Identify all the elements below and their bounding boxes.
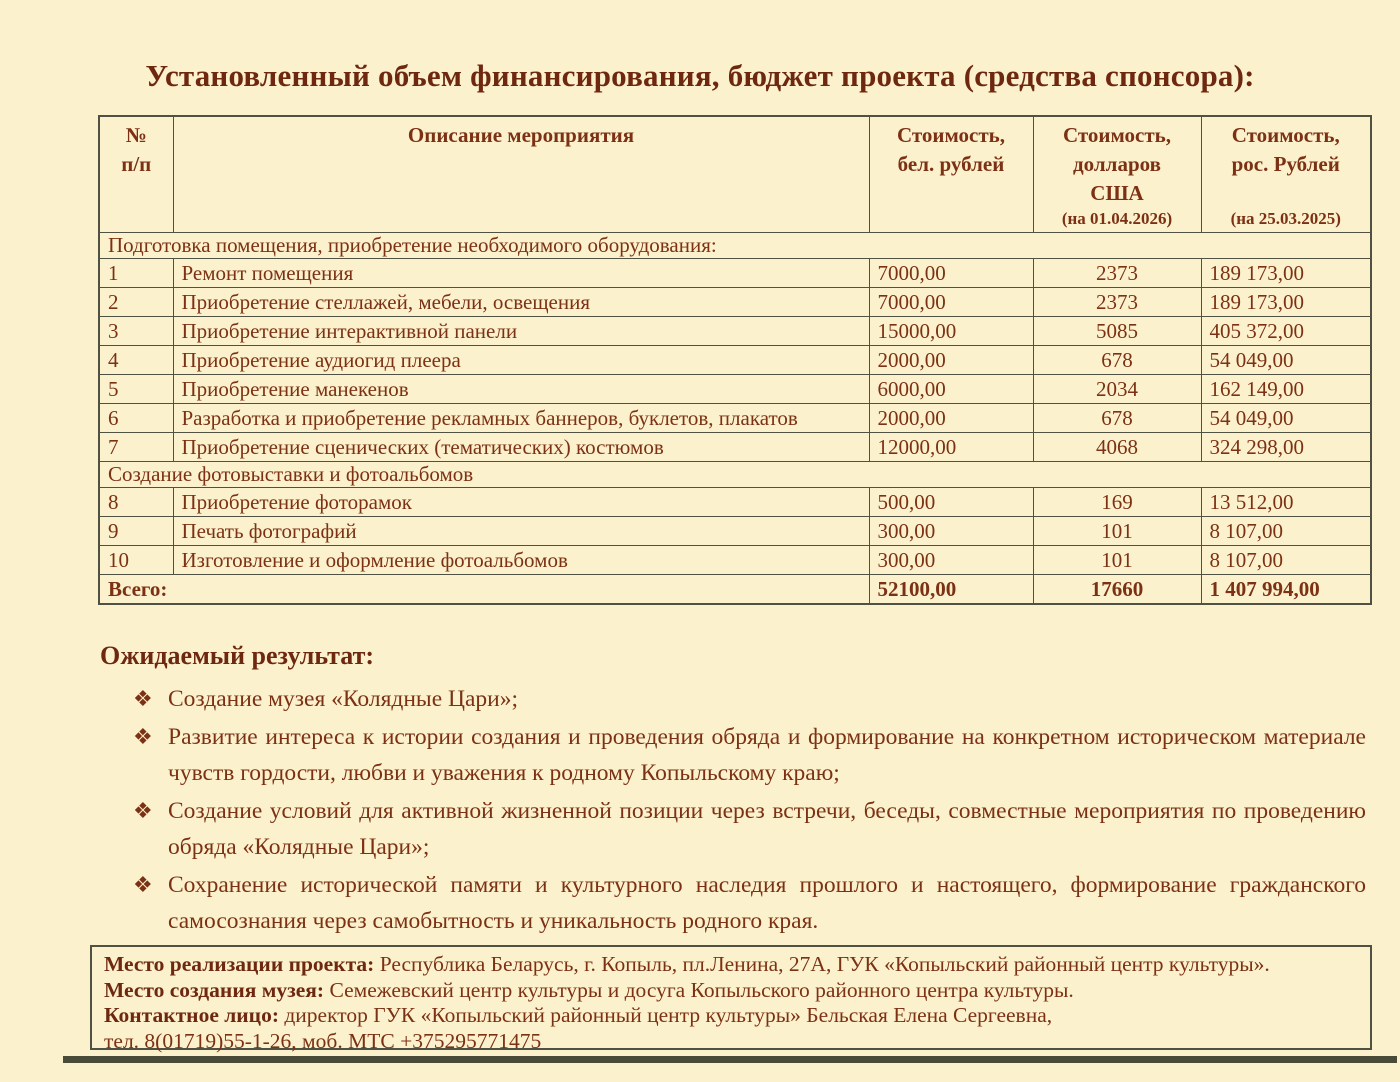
budget-table	[98, 115, 1372, 605]
table-row: 3 Приобретение интерактивной панели 15000,00 5085 405 372,00	[99, 317, 1371, 346]
project-location-label: Место реализации проекта:	[104, 952, 375, 976]
contact-person-label: Контактное лицо:	[104, 1003, 279, 1027]
table-total-row	[99, 575, 1371, 605]
table-row: 5 Приобретение манекенов 6000,00 2034 162 149,00	[99, 375, 1371, 404]
col-header-number: № п/п	[99, 116, 173, 233]
project-location-line	[104, 952, 1358, 978]
rub-rate-date: (на 25.03.2025)	[1230, 209, 1341, 228]
total-byn: 52100,00	[869, 575, 1033, 605]
table-row: 6 Разработка и приобретение рекламных баннеров, буклетов, плакатов 2000,00 678 54 049,00	[99, 404, 1371, 433]
col-header-cost-byn: Стоимость, бел. рублей	[869, 116, 1033, 233]
contact-person-line	[104, 1003, 1358, 1029]
list-item	[133, 719, 1366, 791]
diamond-bullet-icon: ❖	[133, 872, 153, 897]
list-item	[133, 793, 1366, 865]
section-row-preparation: Подготовка помещения, приобретение необходимого оборудования:	[99, 233, 1371, 259]
museum-location-label: Место создания музея:	[104, 977, 325, 1002]
contact-info-box	[90, 945, 1372, 1053]
col-header-cost-usd: Стоимость, долларов США (на 01.04.2026)	[1033, 116, 1201, 233]
expected-results-list	[133, 681, 1366, 939]
table-header-row	[99, 116, 1371, 233]
section-row-photo: Создание фотовыставки и фотоальбомов	[99, 462, 1371, 488]
project-location-text: Республика Беларусь, г. Копыль, пл.Ленина, 27А, ГУК «Копыльский районный центр культуры».	[379, 952, 1270, 976]
table-row: 9 Печать фотографий 300,00 101 8 107,00	[99, 517, 1371, 546]
table-row: 8 Приобретение фоторамок 500,00 169 13 512,00	[99, 488, 1371, 517]
expected-results-section	[100, 641, 1368, 941]
page-title: Установленный объем финансирования, бюджет проекта (средства спонсора):	[145, 58, 1255, 93]
table-row: 10 Изготовление и оформление фотоальбомов 300,00 101 8 107,00	[99, 546, 1371, 575]
list-item	[133, 681, 1366, 717]
table-row: 1 Ремонт помещения 7000,00 2373 189 173,00	[99, 259, 1371, 288]
contact-person-text: директор ГУК «Копыльский районный центр культуры» Бельская Елена Сергеевна,	[284, 1003, 1053, 1027]
total-label: Всего:	[99, 575, 869, 605]
museum-location-line	[104, 978, 1358, 1004]
list-item	[133, 867, 1366, 939]
diamond-bullet-icon: ❖	[133, 798, 153, 823]
list-item-text: Создание условий для активной жизненной позиции через встречи, беседы, совместные мероприятия по проведению обряда «Колядные Цари»;	[168, 798, 1366, 860]
col-header-description: Описание мероприятия	[173, 116, 869, 233]
list-item-text: Создание музея «Колядные Цари»;	[168, 686, 519, 712]
cut-off-next-element-edge	[63, 1056, 1397, 1063]
list-item-text: Развитие интереса к истории создания и проведения обряда и формирование на конкретном историческом материале чувств гордости, любви и уважения к родному Копыльскому краю;	[168, 724, 1366, 786]
list-item-text: Сохранение исторической памяти и культурного наследия прошлого и настоящего, формирование гражданского самосознания через самобытность и уникальность родного края.	[168, 872, 1366, 934]
total-usd: 17660	[1033, 575, 1201, 605]
diamond-bullet-icon: ❖	[133, 686, 153, 711]
phone-text: тел. 8(01719)55-1-26, моб. МТС +375295771475	[104, 1028, 542, 1053]
table-row: 2 Приобретение стеллажей, мебели, освещения 7000,00 2373 189 173,00	[99, 288, 1371, 317]
diamond-bullet-icon: ❖	[133, 724, 153, 749]
table-row: 4 Приобретение аудиогид плеера 2000,00 678 54 049,00	[99, 346, 1371, 375]
table-row: 7 Приобретение сценических (тематических) костюмов 12000,00 4068 324 298,00	[99, 433, 1371, 462]
col-header-cost-rub: Стоимость, рос. Рублей (на 25.03.2025)	[1201, 116, 1371, 233]
expected-results-heading: Ожидаемый результат:	[100, 641, 375, 670]
usd-rate-date: (на 01.04.2026)	[1061, 209, 1173, 228]
total-rub: 1 407 994,00	[1201, 575, 1371, 605]
phone-line	[104, 1029, 1358, 1055]
museum-location-text: Семежевский центр культуры и досуга Копыльского районного центра культуры.	[329, 977, 1074, 1002]
